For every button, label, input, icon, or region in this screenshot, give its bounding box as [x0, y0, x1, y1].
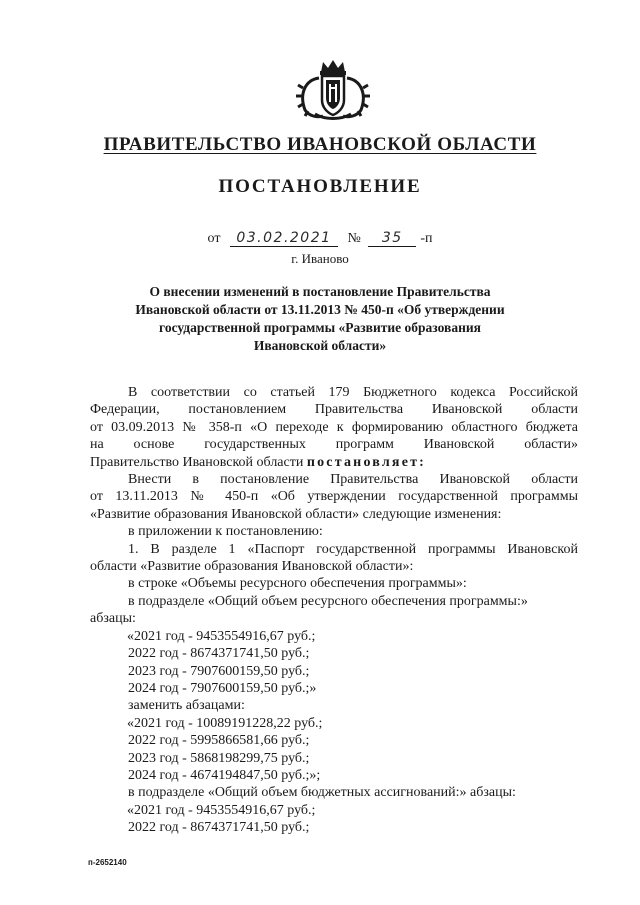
body-line: в подразделе «Общий объем ресурсного обеспечения программы:» [128, 593, 528, 609]
coat-of-arms-icon [293, 58, 373, 122]
document-code: п-2652140 [88, 858, 127, 867]
body-line: на основе государственных программ Ивановской области» [90, 437, 578, 453]
amount-line: 2023 год - 7907600159,50 руб.; [128, 663, 310, 679]
document-type: ПОСТАНОВЛЕНИЕ [218, 176, 422, 197]
amount-line: 2022 год - 8674371741,50 руб.; [128, 646, 310, 662]
body-line: 1. В разделе 1 «Паспорт государственной программы Ивановской [128, 541, 578, 557]
document-body [90, 384, 578, 837]
amount-line: 2024 год - 4674194847,50 руб.;»; [128, 767, 321, 783]
decree-word: постановляет: [306, 454, 427, 470]
handwritten-number: 35 [368, 230, 416, 247]
number-suffix: -п [420, 231, 433, 246]
number-sign: № [347, 231, 361, 246]
subject-line: государственной программы «Развитие образования [159, 320, 481, 335]
body-line: от 13.11.2013 № 450-п «Об утверждении государственной программы [90, 489, 578, 505]
date-number-line [0, 230, 640, 247]
body-line: в строке «Объемы ресурсного обеспечения программы»: [128, 576, 467, 592]
amount-line: 2024 год - 7907600159,50 руб.;» [128, 680, 317, 696]
body-line: Внести в постановление Правительства Ивановской области [128, 472, 578, 488]
subject-line: О внесении изменений в постановление Правительства [149, 284, 491, 299]
body-line: области «Развитие образования Ивановской области»: [90, 559, 414, 575]
body-line: В соответствии со статьей 179 Бюджетного кодекса Российской [128, 385, 578, 400]
handwritten-date: 03.02.2021 [230, 230, 338, 247]
date-prefix: от [207, 231, 221, 246]
amount-line: 2022 год - 5995866581,66 руб.; [128, 733, 310, 749]
body-line: «Развитие образования Ивановской области» следующие изменения: [90, 506, 502, 522]
government-title: ПРАВИТЕЛЬСТВО ИВАНОВСКОЙ ОБЛАСТИ [103, 134, 537, 155]
amount-line: 2022 год - 8674371741,50 руб.; [128, 820, 310, 836]
subject-line: Ивановской области от 13.11.2013 № 450-п «Об утверждении [135, 302, 505, 317]
amount-line: «2021 год - 9453554916,67 руб.; [127, 628, 316, 644]
body-line: Федерации, постановлением Правительства Ивановской области [90, 402, 578, 418]
amount-line: «2021 год - 9453554916,67 руб.; [127, 802, 316, 818]
body-line: абзацы: [90, 611, 136, 627]
subject-line: Ивановской области» [253, 338, 387, 353]
document-subject [95, 283, 545, 355]
body-line: в приложении к постановлению: [128, 524, 323, 540]
amount-line: «2021 год - 10089191228,22 руб.; [127, 715, 323, 731]
body-line: в подразделе «Общий объем бюджетных ассигнований:» абзацы: [128, 785, 516, 801]
body-line [90, 454, 578, 471]
body-line: заменить абзацами: [128, 698, 245, 714]
body-line: от 03.09.2013 № 358-п «О переходе к формированию областного бюджета [90, 419, 578, 435]
city: г. Иваново [291, 251, 349, 266]
body-text: Правительство Ивановской области [90, 454, 307, 470]
amount-line: 2023 год - 5868198299,75 руб.; [128, 750, 310, 766]
